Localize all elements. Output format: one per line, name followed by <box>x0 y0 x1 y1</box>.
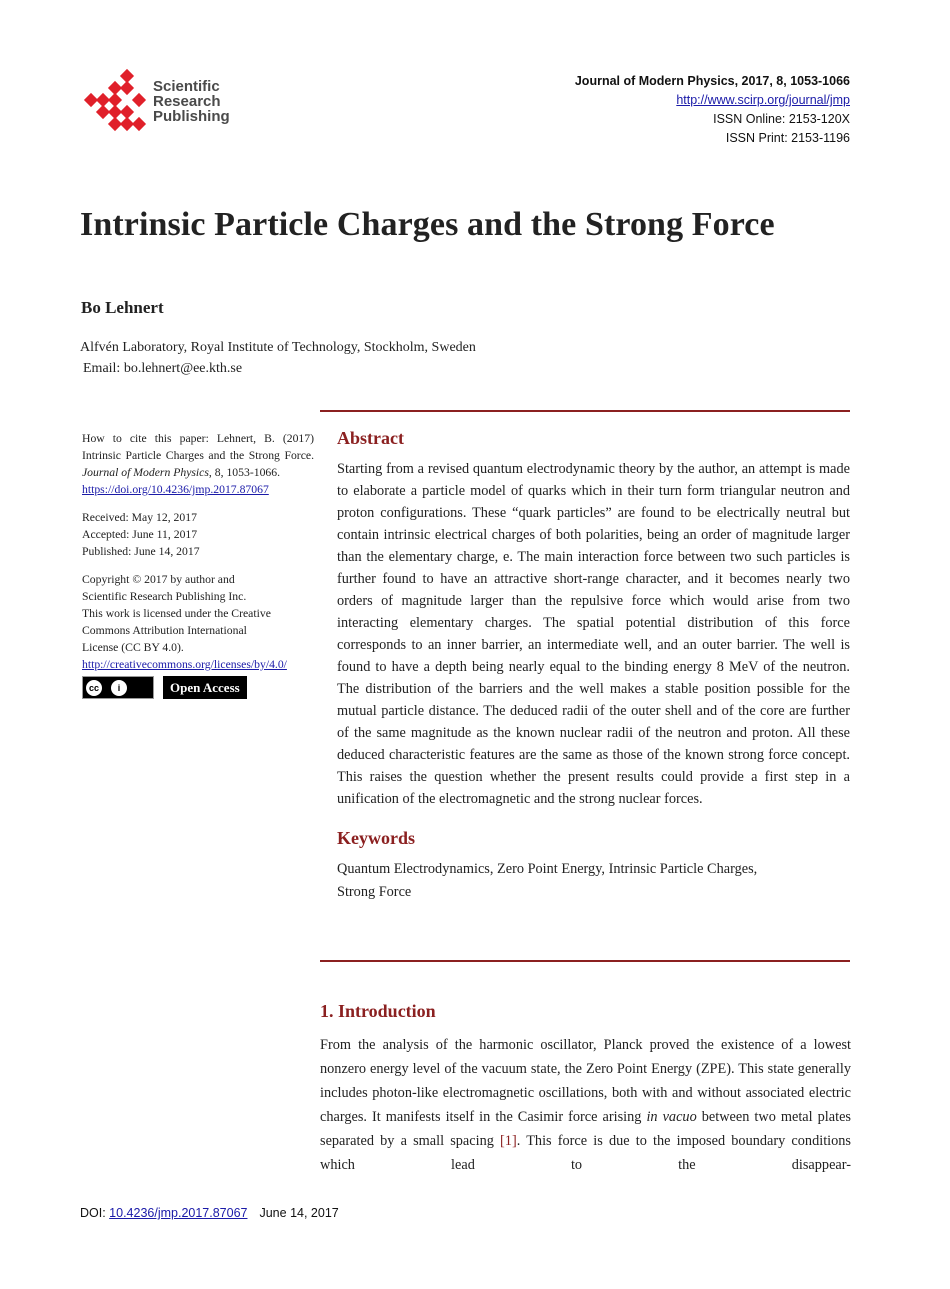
publisher-name-line: Publishing <box>153 108 230 125</box>
journal-url-link[interactable]: http://www.scirp.org/journal/jmp <box>676 93 850 107</box>
published-label: Published: <box>82 545 132 558</box>
affiliation: Alfvén Laboratory, Royal Institute of Technology, Stockholm, Sweden <box>80 340 476 355</box>
author-name: Bo Lehnert <box>81 298 164 317</box>
copyright-line: License (CC BY 4.0). <box>82 641 184 654</box>
abstract-section <box>337 428 850 903</box>
intro-text-part: From the analysis of the harmonic oscillator, Planck proved the existence of a lowest nonzero energy level of the vacuum state, the Zero Point Energy (ZPE). This state generally includes photon-like electromagnetic oscillations, both with and without associated electric charges. It manifests itself in the Casimir force arising <box>320 1037 851 1125</box>
cite-label: How to cite this paper: <box>82 432 209 445</box>
intro-text-part: between two metal plates separated by a small spacing <box>320 1109 851 1149</box>
keywords-line: Quantum Electrodynamics, Zero Point Energy, Intrinsic Particle Charges, <box>337 861 758 877</box>
attribution-icon: i <box>111 680 127 696</box>
cite-text: Lehnert, B. (2017) Intrinsic Particle Charges and the Strong Force. <box>82 432 315 462</box>
abstract-top-rule <box>320 410 850 412</box>
introduction-heading: 1. Introduction <box>320 1001 436 1021</box>
cite-text-volume: , 8, 1053-1066. <box>208 466 281 479</box>
author-affiliation-block <box>80 337 476 379</box>
copyright-line: Copyright © 2017 by author and <box>82 573 235 586</box>
cc-icon: cc <box>86 680 102 696</box>
dates <box>82 509 314 560</box>
intro-italic: in vacuo <box>646 1109 697 1125</box>
issn-online: ISSN Online: 2153-120X <box>713 112 850 126</box>
publisher-name-line: Research <box>153 93 221 110</box>
doi-label: DOI: <box>80 1206 110 1220</box>
keywords-heading: Keywords <box>337 828 415 848</box>
accepted-label: Accepted: <box>82 528 130 541</box>
cite-journal: Journal of Modern Physics <box>82 466 209 479</box>
page-footer <box>80 1206 339 1220</box>
sidebar <box>82 430 314 699</box>
abstract-text: Starting from a revised quantum electrodynamic theory by the author, an attempt is made to elaborate a particle model of quarks which in their turn form triangular neutron and proton configurations. These “quark particles” are found to be electrically neutral but contain intrinsic electrical charges of both polarities, being an order of magnitude larger than the elementary charge, e. The main interaction force between two such particles is further found to have an attractive short-range character, and it becomes nearly two orders of magnitude larger than the repulsive force which would arise from two interacting elementary charges. The spatial potential distribution of this force corresponds to an inner barrier, an intermediate well, and an outer barrier. The well is found to have a depth being nearly equal to the binding energy 8 MeV of the neutron. The distribution of the barriers and the well makes a stable position possible for the mutual particle distance. The deduced radii of the outer shell and of the core are further of the same magnitude as the known nuclear radii of the neutron and proton. All these deduced characteristic features are the same as those of the known strong force concept. This raises the question whether the present results could provide a first step in a unification of the electromagnetic and the strong nuclear forces. <box>337 461 850 807</box>
reference-link[interactable]: [1] <box>500 1133 517 1149</box>
open-access-badge: Open Access <box>163 676 247 699</box>
copyright <box>82 571 314 673</box>
license-link[interactable]: http://creativecommons.org/licenses/by/4.0/ <box>82 658 287 671</box>
cc-by-badge[interactable] <box>82 676 154 699</box>
paper-title: Intrinsic Particle Charges and the Strong Force <box>80 206 775 243</box>
journal-citation: Journal of Modern Physics, 2017, 8, 1053-1066 <box>574 74 850 88</box>
introduction-section <box>320 1001 851 1177</box>
accepted-date: June 11, 2017 <box>129 528 198 541</box>
copyright-line: Scientific Research Publishing Inc. <box>82 590 247 603</box>
footer-date: June 14, 2017 <box>259 1206 339 1220</box>
cite-doi-link[interactable]: https://doi.org/10.4236/jmp.2017.87067 <box>82 483 269 496</box>
email: Email: bo.lehnert@ee.kth.se <box>83 361 243 376</box>
copyright-line: This work is licensed under the Creative <box>82 607 271 620</box>
received-date: May 12, 2017 <box>128 511 197 524</box>
intro-text-part: . This force is due to the imposed boundary conditions which lead to the disappear- <box>320 1133 851 1173</box>
published-date: June 14, 2017 <box>131 545 200 558</box>
publisher-name <box>153 79 230 124</box>
keywords-line: Strong Force <box>337 883 412 900</box>
footer-doi-link[interactable]: 10.4236/jmp.2017.87067 <box>109 1206 248 1220</box>
copyright-line: Commons Attribution International <box>82 624 247 637</box>
publisher-name-line: Scientific <box>153 78 220 95</box>
received-label: Received: <box>82 511 129 524</box>
abstract-heading: Abstract <box>337 428 404 448</box>
issn-print: ISSN Print: 2153-1196 <box>725 131 850 145</box>
license-badges <box>82 676 314 699</box>
abstract-bottom-rule <box>320 960 850 962</box>
how-to-cite <box>82 430 314 498</box>
introduction-text <box>320 1033 851 1177</box>
keywords-text <box>337 858 850 903</box>
journal-info <box>575 72 850 148</box>
